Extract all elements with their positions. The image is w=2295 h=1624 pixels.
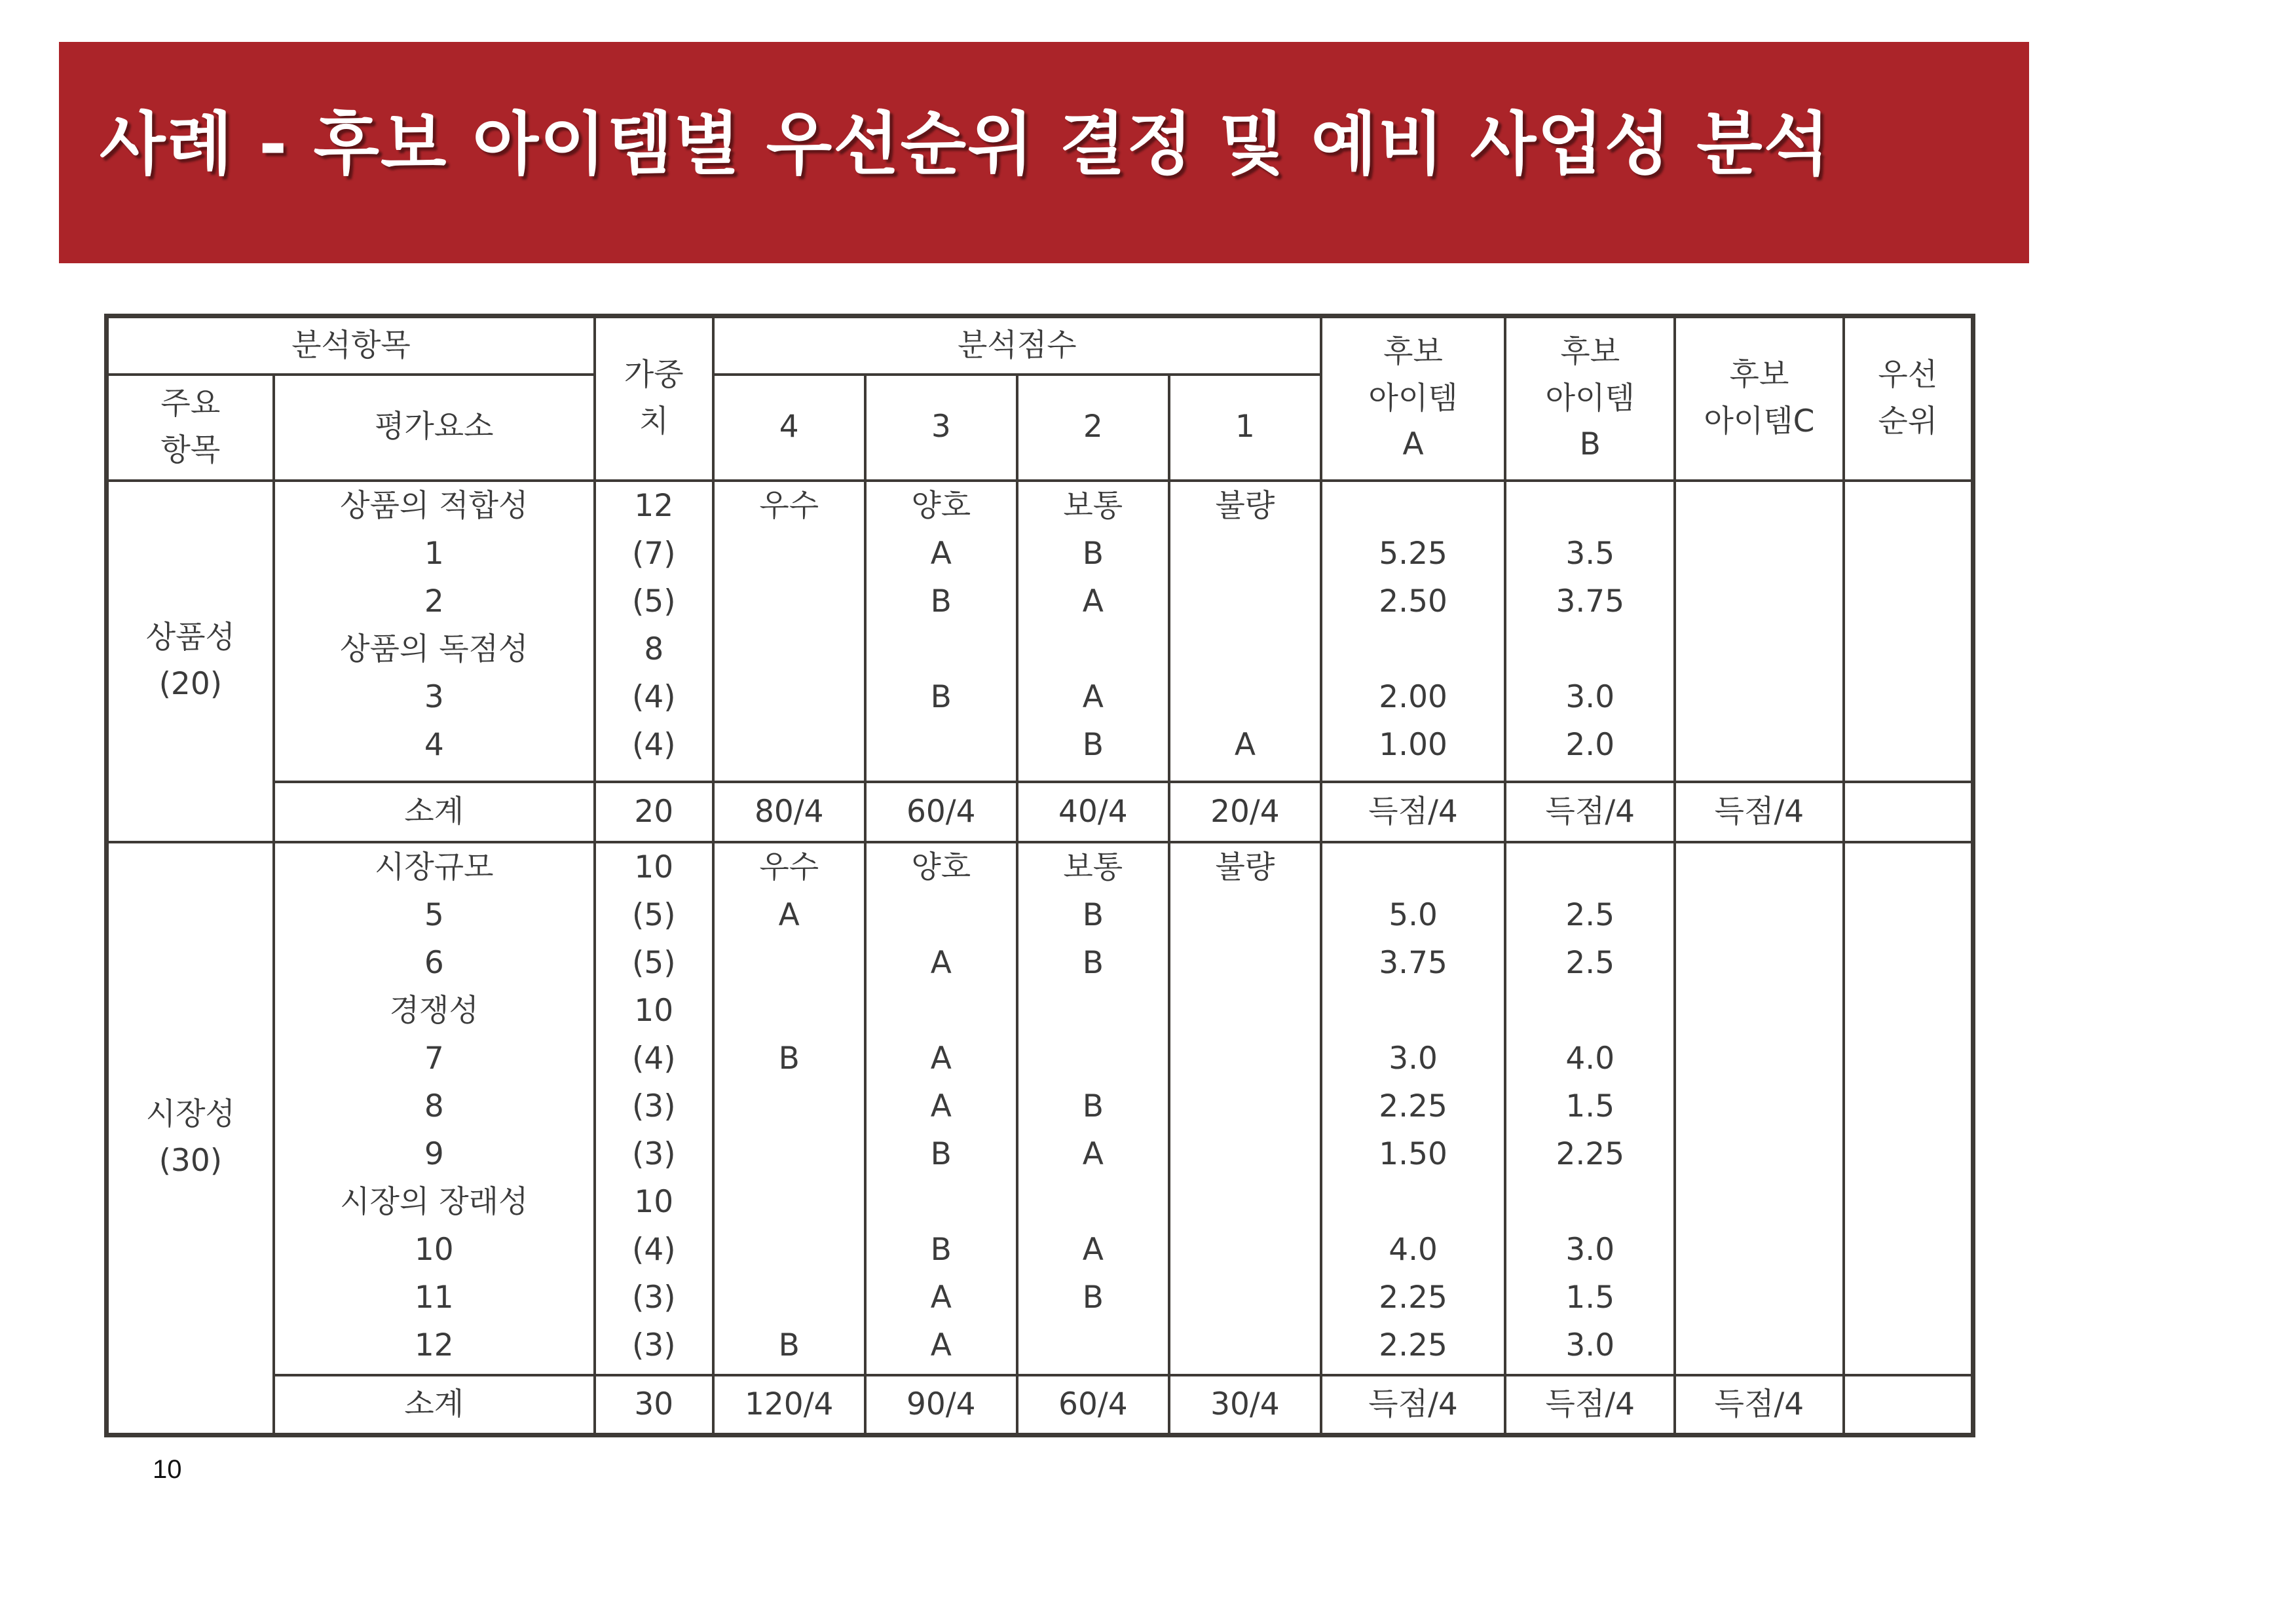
page-number: 10 [153, 1455, 182, 1484]
score-4-value: B [778, 1327, 800, 1363]
score-4-column [713, 481, 865, 783]
score-4-value [715, 721, 864, 769]
score-1-value [1170, 625, 1320, 673]
subtotal-c: 득점/4 [1675, 782, 1843, 841]
header-row-1 [107, 316, 1973, 375]
score-2-value: 보통 [1063, 487, 1123, 524]
weight-value: (4) [632, 726, 676, 763]
score-4-value [715, 673, 864, 721]
candidate-a-value: 2.50 [1379, 583, 1447, 619]
candidate-a-value: 1.00 [1379, 726, 1447, 763]
subtotal-row [107, 782, 1973, 841]
score-3-value [867, 1178, 1016, 1226]
header-scores: 분석점수 [713, 316, 1321, 375]
factor-label: 8 [424, 1088, 444, 1124]
subtotal-a: 득점/4 [1321, 782, 1505, 841]
score-2-value: A [1082, 1135, 1104, 1172]
candidate-a-value [1322, 482, 1504, 530]
score-4-value [715, 1274, 864, 1321]
candidate-a-column [1321, 481, 1505, 783]
factor-label: 11 [414, 1279, 454, 1316]
score-1-value [1170, 1035, 1320, 1082]
candidate-b-value: 1.5 [1565, 1088, 1615, 1124]
weight-value: 10 [634, 849, 674, 885]
score-3-value [867, 721, 1016, 769]
score-1-value [1170, 939, 1320, 987]
candidate-a-value: 3.0 [1389, 1040, 1438, 1077]
factor-label: 상품의 독점성 [340, 631, 529, 667]
candidate-a-value: 4.0 [1389, 1231, 1438, 1268]
candidate-a-value: 2.25 [1379, 1327, 1447, 1363]
candidate-a-value [1322, 625, 1504, 673]
score-2-value: A [1082, 583, 1104, 619]
score-1-value [1170, 1226, 1320, 1274]
weight-value: (7) [632, 535, 676, 572]
factor-label: 1 [424, 535, 444, 572]
analysis-table [104, 314, 1975, 1437]
candidate-a-value: 2.25 [1379, 1279, 1447, 1316]
score-4-column [713, 842, 865, 1375]
score-2-value: B [1082, 1088, 1104, 1124]
subtotal-s1: 30/4 [1169, 1375, 1321, 1435]
score-4-value [715, 987, 864, 1035]
score-3-value: A [930, 535, 952, 572]
candidate-b-value [1506, 482, 1673, 530]
candidate-b-value: 3.0 [1565, 678, 1615, 715]
candidate-b-value [1506, 1178, 1673, 1226]
subtotal-weight: 20 [595, 782, 713, 841]
weight-value: (3) [632, 1088, 676, 1124]
factor-column [274, 481, 595, 783]
candidate-b-value: 3.0 [1565, 1231, 1615, 1268]
score-4-value [715, 1178, 864, 1226]
candidate-b-value [1506, 625, 1673, 673]
candidate-a-value: 5.0 [1389, 896, 1438, 933]
score-4-value [715, 530, 864, 578]
candidate-a-value [1322, 1178, 1504, 1226]
score-3-value [867, 987, 1016, 1035]
candidate-b-value: 2.5 [1565, 944, 1615, 981]
priority-column [1844, 842, 1973, 1375]
score-3-value [867, 891, 1016, 939]
score-2-column [1017, 842, 1169, 1375]
score-4-value: B [778, 1040, 800, 1077]
header-analysis-items: 분석항목 [107, 316, 595, 375]
score-3-value [867, 625, 1016, 673]
subtotal-s4: 80/4 [713, 782, 865, 841]
header-candidate-a: 후보 아이템 A [1321, 316, 1505, 481]
priority-column [1844, 481, 1973, 783]
header-score-3: 3 [865, 375, 1017, 481]
subtotal-c: 득점/4 [1675, 1375, 1843, 1435]
factor-label: 시장규모 [374, 849, 494, 885]
score-4-value [715, 1226, 864, 1274]
score-1-value [1170, 578, 1320, 625]
header-score-2: 2 [1017, 375, 1169, 481]
subtotal-label: 소계 [274, 782, 595, 841]
weight-column [595, 842, 713, 1375]
score-3-value: A [930, 1088, 952, 1124]
score-2-value: 보통 [1063, 849, 1123, 885]
header-priority: 우선 순위 [1844, 316, 1973, 481]
candidate-b-value: 2.0 [1565, 726, 1615, 763]
score-1-value [1170, 891, 1320, 939]
score-3-value: A [930, 1040, 952, 1077]
factor-label: 시장의 장래성 [340, 1183, 529, 1220]
score-3-value: 양호 [911, 849, 971, 885]
category-cell: 시장성 (30) [107, 842, 274, 1435]
candidate-b-value: 3.75 [1556, 583, 1625, 619]
score-1-value [1170, 1274, 1320, 1321]
page-title: 사례 - 후보 아이템별 우선순위 결정 및 예비 사업성 분석 [100, 104, 1831, 184]
candidate-a-column [1321, 842, 1505, 1375]
score-1-column [1169, 842, 1321, 1375]
subtotal-b: 득점/4 [1505, 782, 1675, 841]
header-weight: 가중 치 [595, 316, 713, 481]
score-2-value: B [1082, 726, 1104, 763]
candidate-a-value: 5.25 [1379, 535, 1447, 572]
score-1-value [1170, 673, 1320, 721]
candidate-b-value [1506, 987, 1673, 1035]
candidate-b-value: 4.0 [1565, 1040, 1615, 1077]
score-2-value: B [1082, 944, 1104, 981]
score-3-column [865, 481, 1017, 783]
weight-value: 12 [634, 487, 674, 524]
factor-label: 6 [424, 944, 444, 981]
factor-label: 5 [424, 896, 444, 933]
weight-value: (4) [632, 1231, 676, 1268]
subtotal-s4: 120/4 [713, 1375, 865, 1435]
subtotal-s1: 20/4 [1169, 782, 1321, 841]
score-3-value: B [930, 678, 952, 715]
score-4-value: A [778, 896, 800, 933]
score-2-value: B [1082, 1279, 1104, 1316]
candidate-a-value [1322, 987, 1504, 1035]
candidate-b-value [1506, 843, 1673, 891]
weight-value: (4) [632, 1040, 676, 1077]
subtotal-weight: 30 [595, 1375, 713, 1435]
header-candidate-c: 후보 아이템C [1675, 316, 1843, 481]
score-2-value [1018, 625, 1168, 673]
score-3-value: B [930, 1135, 952, 1172]
score-3-value: A [930, 944, 952, 981]
score-2-value [1018, 987, 1168, 1035]
subtotal-s2: 40/4 [1017, 782, 1169, 841]
score-4-value: 우수 [759, 487, 819, 524]
factor-label: 12 [414, 1327, 454, 1363]
factor-label: 2 [424, 583, 444, 619]
weight-value: (4) [632, 678, 676, 715]
factor-label: 3 [424, 678, 444, 715]
subtotal-s2: 60/4 [1017, 1375, 1169, 1435]
score-4-value [715, 578, 864, 625]
candidate-b-value: 3.5 [1565, 535, 1615, 572]
factor-label: 7 [424, 1040, 444, 1077]
subtotal-label: 소계 [274, 1375, 595, 1435]
score-4-value [715, 1130, 864, 1178]
candidate-a-value: 3.75 [1379, 944, 1447, 981]
weight-value: 8 [644, 631, 664, 667]
score-2-value: A [1082, 678, 1104, 715]
subtotal-a: 득점/4 [1321, 1375, 1505, 1435]
category-cell: 상품성 (20) [107, 481, 274, 842]
score-1-value [1170, 987, 1320, 1035]
score-4-value [715, 1082, 864, 1130]
weight-value: 10 [634, 1183, 674, 1220]
score-2-value [1018, 1178, 1168, 1226]
subtotal-s3: 60/4 [865, 782, 1017, 841]
score-2-value [1018, 1035, 1168, 1082]
score-3-column [865, 842, 1017, 1375]
factor-label: 9 [424, 1135, 444, 1172]
score-3-value: B [930, 1231, 952, 1268]
score-2-value: A [1082, 1231, 1104, 1268]
header-score-1: 1 [1169, 375, 1321, 481]
factor-label: 10 [414, 1231, 454, 1268]
score-4-value [715, 939, 864, 987]
score-3-value: A [930, 1279, 952, 1316]
score-2-value: B [1082, 535, 1104, 572]
candidate-c-column [1675, 481, 1843, 783]
candidate-a-value: 2.25 [1379, 1088, 1447, 1124]
candidate-b-value: 2.5 [1565, 896, 1615, 933]
subtotal-p [1844, 782, 1973, 841]
score-1-value [1170, 1082, 1320, 1130]
score-1-value: 불량 [1215, 849, 1275, 885]
candidate-b-column [1505, 842, 1675, 1375]
subtotal-p [1844, 1375, 1973, 1435]
candidate-a-value [1322, 843, 1504, 891]
score-1-column [1169, 481, 1321, 783]
candidate-a-value: 1.50 [1379, 1135, 1447, 1172]
score-2-value [1018, 1321, 1168, 1369]
weight-value: (3) [632, 1327, 676, 1363]
factor-label: 4 [424, 726, 444, 763]
weight-value: (5) [632, 896, 676, 933]
section-block [107, 481, 1973, 783]
score-1-value [1170, 1178, 1320, 1226]
weight-value: (3) [632, 1279, 676, 1316]
score-3-value: 양호 [911, 487, 971, 524]
factor-column [274, 842, 595, 1375]
candidate-b-value: 1.5 [1565, 1279, 1615, 1316]
score-1-value [1170, 1130, 1320, 1178]
score-1-value: 불량 [1215, 487, 1275, 524]
subtotal-s3: 90/4 [865, 1375, 1017, 1435]
score-4-value: 우수 [759, 849, 819, 885]
score-3-value: A [930, 1327, 952, 1363]
header-main-item: 주요 항목 [107, 375, 274, 481]
score-4-value [715, 625, 864, 673]
subtotal-b: 득점/4 [1505, 1375, 1675, 1435]
section-block [107, 842, 1973, 1375]
score-3-value: B [930, 583, 952, 619]
candidate-c-column [1675, 842, 1843, 1375]
score-1-value: A [1234, 726, 1256, 763]
candidate-a-value: 2.00 [1379, 678, 1447, 715]
weight-value: (3) [632, 1135, 676, 1172]
weight-value: (5) [632, 583, 676, 619]
header-candidate-b: 후보 아이템 B [1505, 316, 1675, 481]
score-1-value [1170, 530, 1320, 578]
header-score-4: 4 [713, 375, 865, 481]
score-2-value: B [1082, 896, 1104, 933]
weight-column [595, 481, 713, 783]
score-1-value [1170, 1321, 1320, 1369]
candidate-b-value: 3.0 [1565, 1327, 1615, 1363]
factor-label: 경쟁성 [389, 992, 479, 1029]
score-2-column [1017, 481, 1169, 783]
candidate-b-value: 2.25 [1556, 1135, 1625, 1172]
subtotal-row [107, 1375, 1973, 1435]
candidate-b-column [1505, 481, 1675, 783]
header-eval-factor: 평가요소 [274, 375, 595, 481]
weight-value: 10 [634, 992, 674, 1029]
weight-value: (5) [632, 944, 676, 981]
factor-label: 상품의 적합성 [340, 487, 529, 524]
